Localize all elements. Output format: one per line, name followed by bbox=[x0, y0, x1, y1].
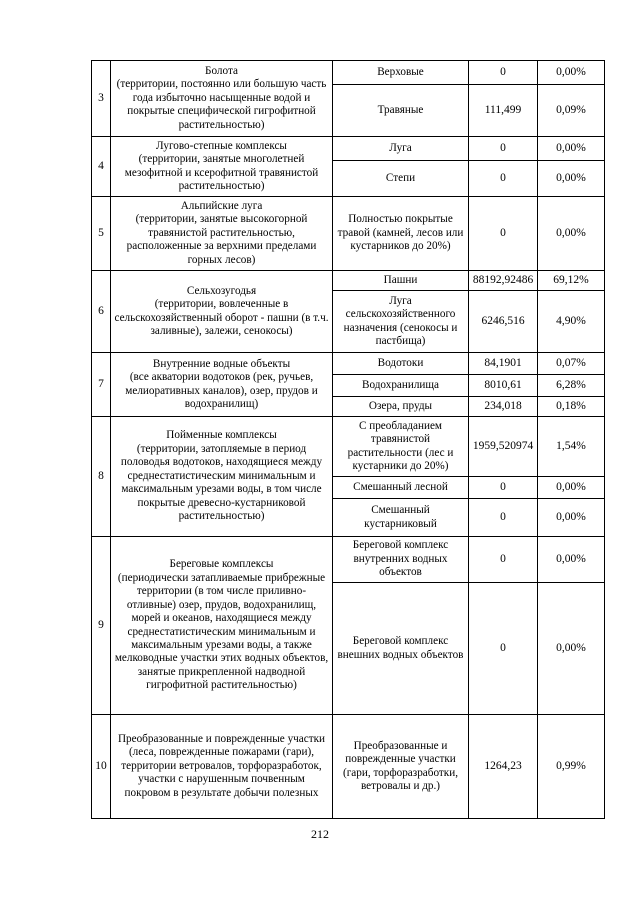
table-row bbox=[92, 715, 605, 819]
category-cell: Береговые комплексы (периодически затапливаемые прибрежные территории (в том числе приливно-отливные) озер, прудов, водохранилищ, морей и океанов, находящиеся между среднестатистическим минимальным и максимальным урезами воды, а также мелководные участки этих водных объектов, занятые прикрепленной надводной гигрофитной растительностью) bbox=[111, 537, 333, 715]
area-cell: 0 bbox=[469, 537, 538, 583]
percent-cell: 1,54% bbox=[538, 417, 605, 477]
category-cell: Преобразованные и поврежденные участки (леса, поврежденные пожарами (гари), территории ветровалов, торфоразработок, участки с нарушенным почвенным покровом в результате добычи полезных bbox=[111, 715, 333, 819]
table-row bbox=[92, 197, 605, 271]
subcategory-cell: Преобразованные и поврежденные участки (гари, торфоразработки, ветровалы и др.) bbox=[333, 715, 469, 819]
subcategory-cell: Береговой комплекс внешних водных объектов bbox=[333, 583, 469, 715]
row-number: 8 bbox=[92, 417, 111, 537]
area-cell: 1959,520974 bbox=[469, 417, 538, 477]
category-cell: Внутренние водные объекты (все акватории водотоков (рек, ручьев, мелиоративных каналов), озер, прудов и водохранилищ) bbox=[111, 353, 333, 417]
row-number: 5 bbox=[92, 197, 111, 271]
category-cell: Альпийские луга (территории, занятые высокогорной травянистой растительностью, расположенные за верхними пределами горных лесов) bbox=[111, 197, 333, 271]
row-number: 3 bbox=[92, 61, 111, 137]
category-cell: Болота (территории, постоянно или большую часть года избыточно насыщенные водой и покрытые специфической гигрофитной растительностью) bbox=[111, 61, 333, 137]
subcategory-cell: Степи bbox=[333, 161, 469, 197]
table-row bbox=[92, 417, 605, 477]
page-number: 212 bbox=[311, 827, 329, 841]
subcategory-cell: Смешанный лесной bbox=[333, 477, 469, 499]
subcategory-cell: С преобладанием травянистой растительности (лес и кустарники до 20%) bbox=[333, 417, 469, 477]
area-cell: 0 bbox=[469, 161, 538, 197]
subcategory-cell: Луга сельскохозяйственного назначения (сенокосы и пастбища) bbox=[333, 291, 469, 353]
row-number: 7 bbox=[92, 353, 111, 417]
area-cell: 0 bbox=[469, 477, 538, 499]
subcategory-cell: Водохранилища bbox=[333, 375, 469, 397]
row-number: 9 bbox=[92, 537, 111, 715]
area-cell: 0 bbox=[469, 137, 538, 161]
percent-cell: 0,00% bbox=[538, 197, 605, 271]
table-row bbox=[92, 61, 605, 85]
table-row bbox=[92, 353, 605, 375]
percent-cell: 0,00% bbox=[538, 583, 605, 715]
category-cell: Пойменные комплексы (территории, затопляемые в период половодья водотоков, находящиеся между среднестатистическим минимальным и максимальным урезами воды, в том числе покрытые древесно-кустарниковой растительностью) bbox=[111, 417, 333, 537]
area-cell: 0 bbox=[469, 197, 538, 271]
subcategory-cell: Озера, пруды bbox=[333, 397, 469, 417]
area-cell: 8010,61 bbox=[469, 375, 538, 397]
category-cell: Лугово-степные комплексы (территории, занятые многолетней мезофитной и ксерофитной травянистой растительностью) bbox=[111, 137, 333, 197]
percent-cell: 0,00% bbox=[538, 61, 605, 85]
subcategory-cell: Смешанный кустарниковый bbox=[333, 499, 469, 537]
area-cell: 1264,23 bbox=[469, 715, 538, 819]
row-number: 6 bbox=[92, 271, 111, 353]
percent-cell: 0,07% bbox=[538, 353, 605, 375]
percent-cell: 0,00% bbox=[538, 499, 605, 537]
subcategory-cell: Пашни bbox=[333, 271, 469, 291]
subcategory-cell: Верховые bbox=[333, 61, 469, 85]
subcategory-cell: Луга bbox=[333, 137, 469, 161]
area-cell: 88192,92486 bbox=[469, 271, 538, 291]
percent-cell: 0,18% bbox=[538, 397, 605, 417]
area-cell: 111,499 bbox=[469, 85, 538, 137]
subcategory-cell: Полностью покрытые травой (камней, лесов или кустарников до 20%) bbox=[333, 197, 469, 271]
category-cell: Сельхозугодья (территории, вовлеченные в сельскохозяйственный оборот - пашни (в т.ч. заливные), залежи, сенокосы) bbox=[111, 271, 333, 353]
table-body bbox=[92, 61, 605, 819]
percent-cell: 6,28% bbox=[538, 375, 605, 397]
percent-cell: 0,00% bbox=[538, 161, 605, 197]
subcategory-cell: Водотоки bbox=[333, 353, 469, 375]
subcategory-cell: Травяные bbox=[333, 85, 469, 137]
table-row bbox=[92, 271, 605, 291]
percent-cell: 0,00% bbox=[538, 137, 605, 161]
row-number: 4 bbox=[92, 137, 111, 197]
percent-cell: 0,09% bbox=[538, 85, 605, 137]
land-cover-table bbox=[91, 60, 605, 819]
percent-cell: 0,00% bbox=[538, 477, 605, 499]
area-cell: 0 bbox=[469, 499, 538, 537]
percent-cell: 4,90% bbox=[538, 291, 605, 353]
area-cell: 0 bbox=[469, 61, 538, 85]
area-cell: 6246,516 bbox=[469, 291, 538, 353]
percent-cell: 0,99% bbox=[538, 715, 605, 819]
area-cell: 234,018 bbox=[469, 397, 538, 417]
table-row bbox=[92, 537, 605, 583]
area-cell: 84,1901 bbox=[469, 353, 538, 375]
percent-cell: 0,00% bbox=[538, 537, 605, 583]
row-number: 10 bbox=[92, 715, 111, 819]
area-cell: 0 bbox=[469, 583, 538, 715]
subcategory-cell: Береговой комплекс внутренних водных объектов bbox=[333, 537, 469, 583]
table-row bbox=[92, 137, 605, 161]
percent-cell: 69,12% bbox=[538, 271, 605, 291]
